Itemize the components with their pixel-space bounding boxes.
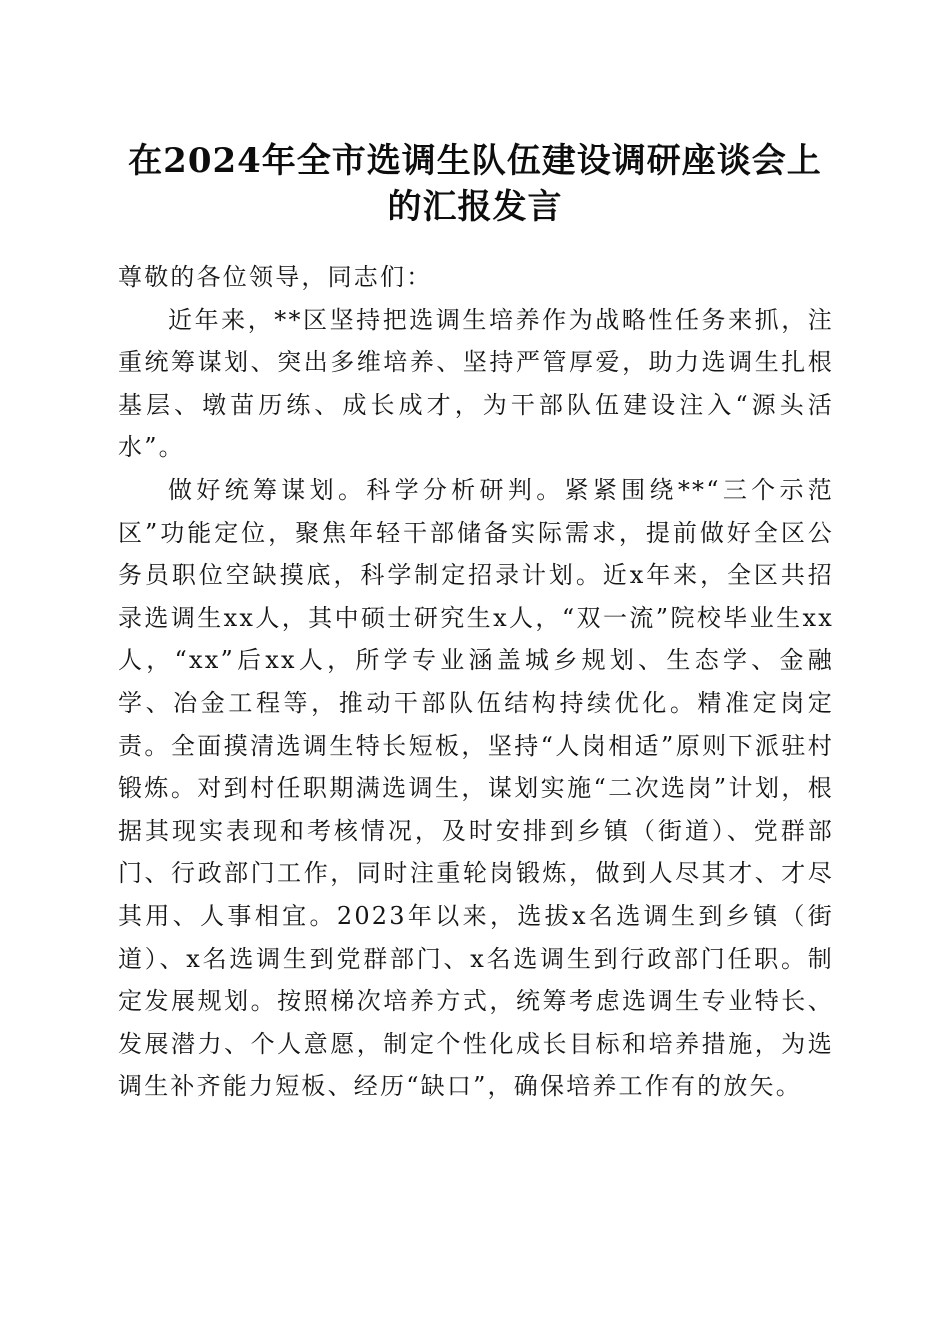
title-line-1: 在2024年全市选调生队伍建设调研座谈会上 [128, 141, 822, 181]
title-line-2: 的汇报发言 [387, 187, 563, 227]
greeting: 尊敬的各位领导，同志们： [118, 263, 433, 291]
paragraph-intro: 近年来，**区坚持把选调生培养作为战略性任务来抓，注重统筹谋划、突出多维培养、坚持严管厚爱，助力选调生扎根基层、墩苗历练、成长成才，为干部队伍建设注入“源头活水”。 [118, 305, 834, 462]
paragraph-planning: 做好统筹谋划。科学分析研判。紧紧围绕**“三个示范区”功能定位，聚焦年轻干部储备实际需求，提前做好全区公务员职位空缺摸底，科学制定招录计划。近x年来，全区共招录选调生xx人，其中硕士研究生x人，“双一流”院校毕业生xx人，“xx”后xx人，所学专业涵盖城乡规划、生态学、金融学、冶金工程等，推动干部队伍结构持续优化。精准定岗定责。全面摸清选调生特长短板，坚持“人岗相适”原则下派驻村锻炼。对到村任职期满选调生，谋划实施“二次选岗”计划，根据其现实表现和考核情况，及时安排到乡镇（街道）、党群部门、行政部门工作，同时注重轮岗锻炼，做到人尽其才、才尽其用、人事相宜。2023年以来，选拔x名选调生到乡镇（街道）、x名选调生到党群部门、x名选调生到行政部门任职。制定发展规划。按照梯次培养方式，统筹考虑选调生专业特长、发展潜力、个人意愿，制定个性化成长目标和培养措施，为选调生补齐能力短板、经历“缺口”，确保培养工作有的放矢。 [118, 475, 834, 1101]
document-title [110, 138, 840, 230]
document-body [118, 256, 834, 1108]
